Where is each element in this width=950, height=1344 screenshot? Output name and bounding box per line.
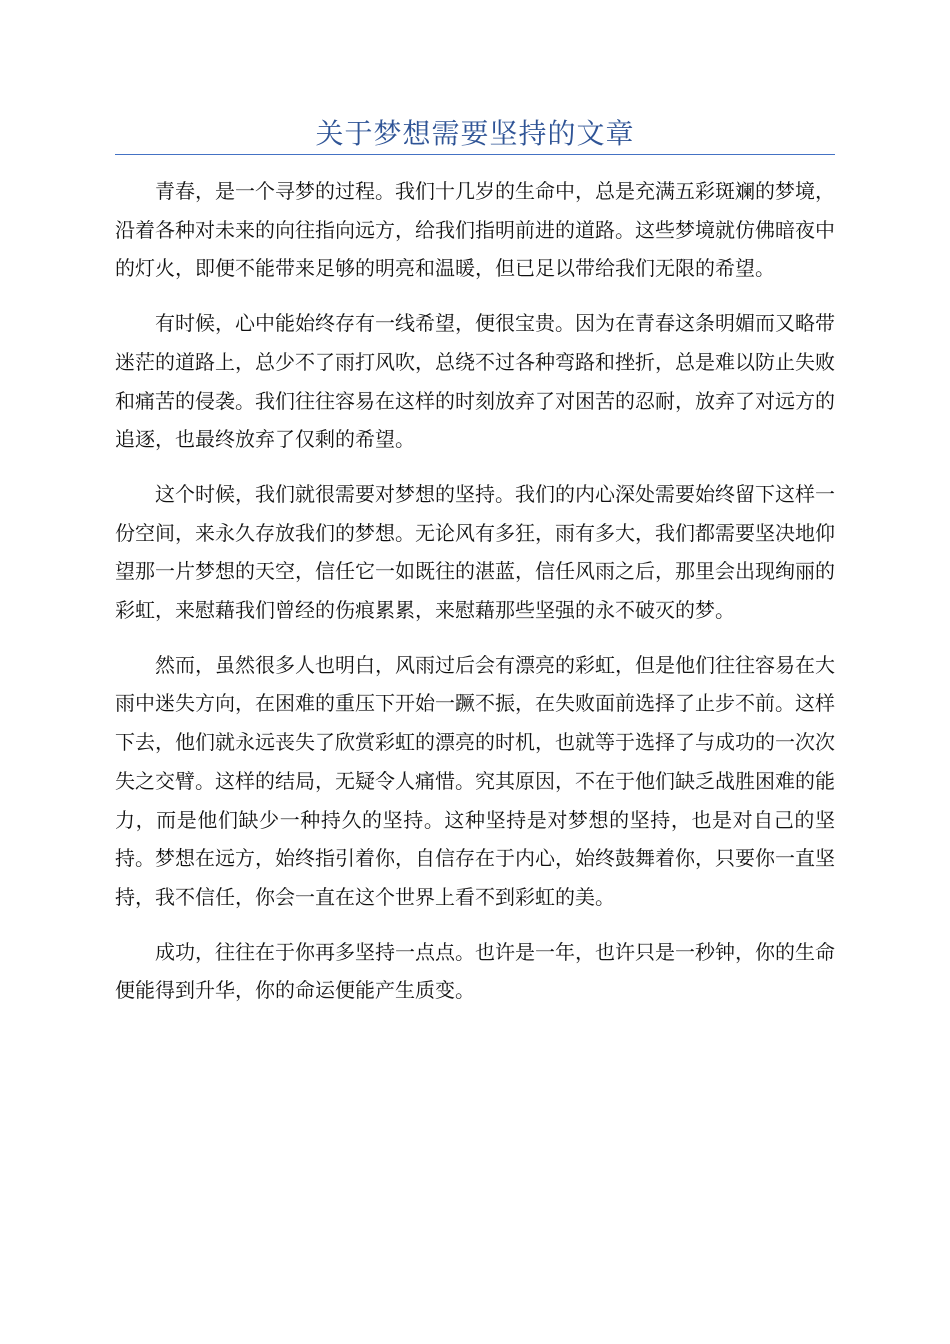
paragraph-3: 这个时候，我们就很需要对梦想的坚持。我们的内心深处需要始终留下这样一份空间，来永久存放我们的梦想。无论风有多狂，雨有多大，我们都需要坚决地仰望那一片梦想的天空，信任它一如既往的湛蓝，信任风雨之后，那里会出现绚丽的彩虹，来慰藉我们曾经的伤痕累累，来慰藉那些坚强的永不破灭的梦。 bbox=[115, 481, 835, 623]
title-underline bbox=[115, 154, 835, 155]
document-title: 关于梦想需要坚持的文章 bbox=[315, 117, 635, 150]
paragraph-1: 青春，是一个寻梦的过程。我们十几岁的生命中，总是充满五彩斑斓的梦境，沿着各种对未来的向往指向远方，给我们指明前进的道路。这些梦境就仿佛暗夜中的灯火，即便不能带来足够的明亮和温暖，但已足以带给我们无限的希望。 bbox=[115, 179, 835, 281]
document-body bbox=[115, 172, 835, 1026]
paragraph-4: 然而，虽然很多人也明白，风雨过后会有漂亮的彩虹，但是他们往往容易在大雨中迷失方向，在困难的重压下开始一蹶不振，在失败面前选择了止步不前。这样下去，他们就永远丧失了欣赏彩虹的漂亮的时机，也就等于选择了与成功的一次次失之交臂。这样的结局，无疑令人痛惜。究其原因，不在于他们缺乏战胜困难的能力，而是他们缺少一种持久的坚持。这种坚持是对梦想的坚持，也是对自己的坚持。梦想在远方，始终指引着你，自信存在于内心，始终鼓舞着你，只要你一直坚持，我不信任，你会一直在这个世界上看不到彩虹的美。 bbox=[115, 652, 835, 909]
paragraph-5: 成功，往往在于你再多坚持一点点。也许是一年，也许只是一秒钟，你的生命便能得到升华，你的命运便能产生质变。 bbox=[115, 939, 835, 1003]
paragraph-2: 有时候，心中能始终存有一线希望，便很宝贵。因为在青春这条明媚而又略带迷茫的道路上，总少不了雨打风吹，总绕不过各种弯路和挫折，总是难以防止失败和痛苦的侵袭。我们往往容易在这样的时刻放弃了对困苦的忍耐，放弃了对远方的追逐，也最终放弃了仅剩的希望。 bbox=[115, 311, 835, 452]
